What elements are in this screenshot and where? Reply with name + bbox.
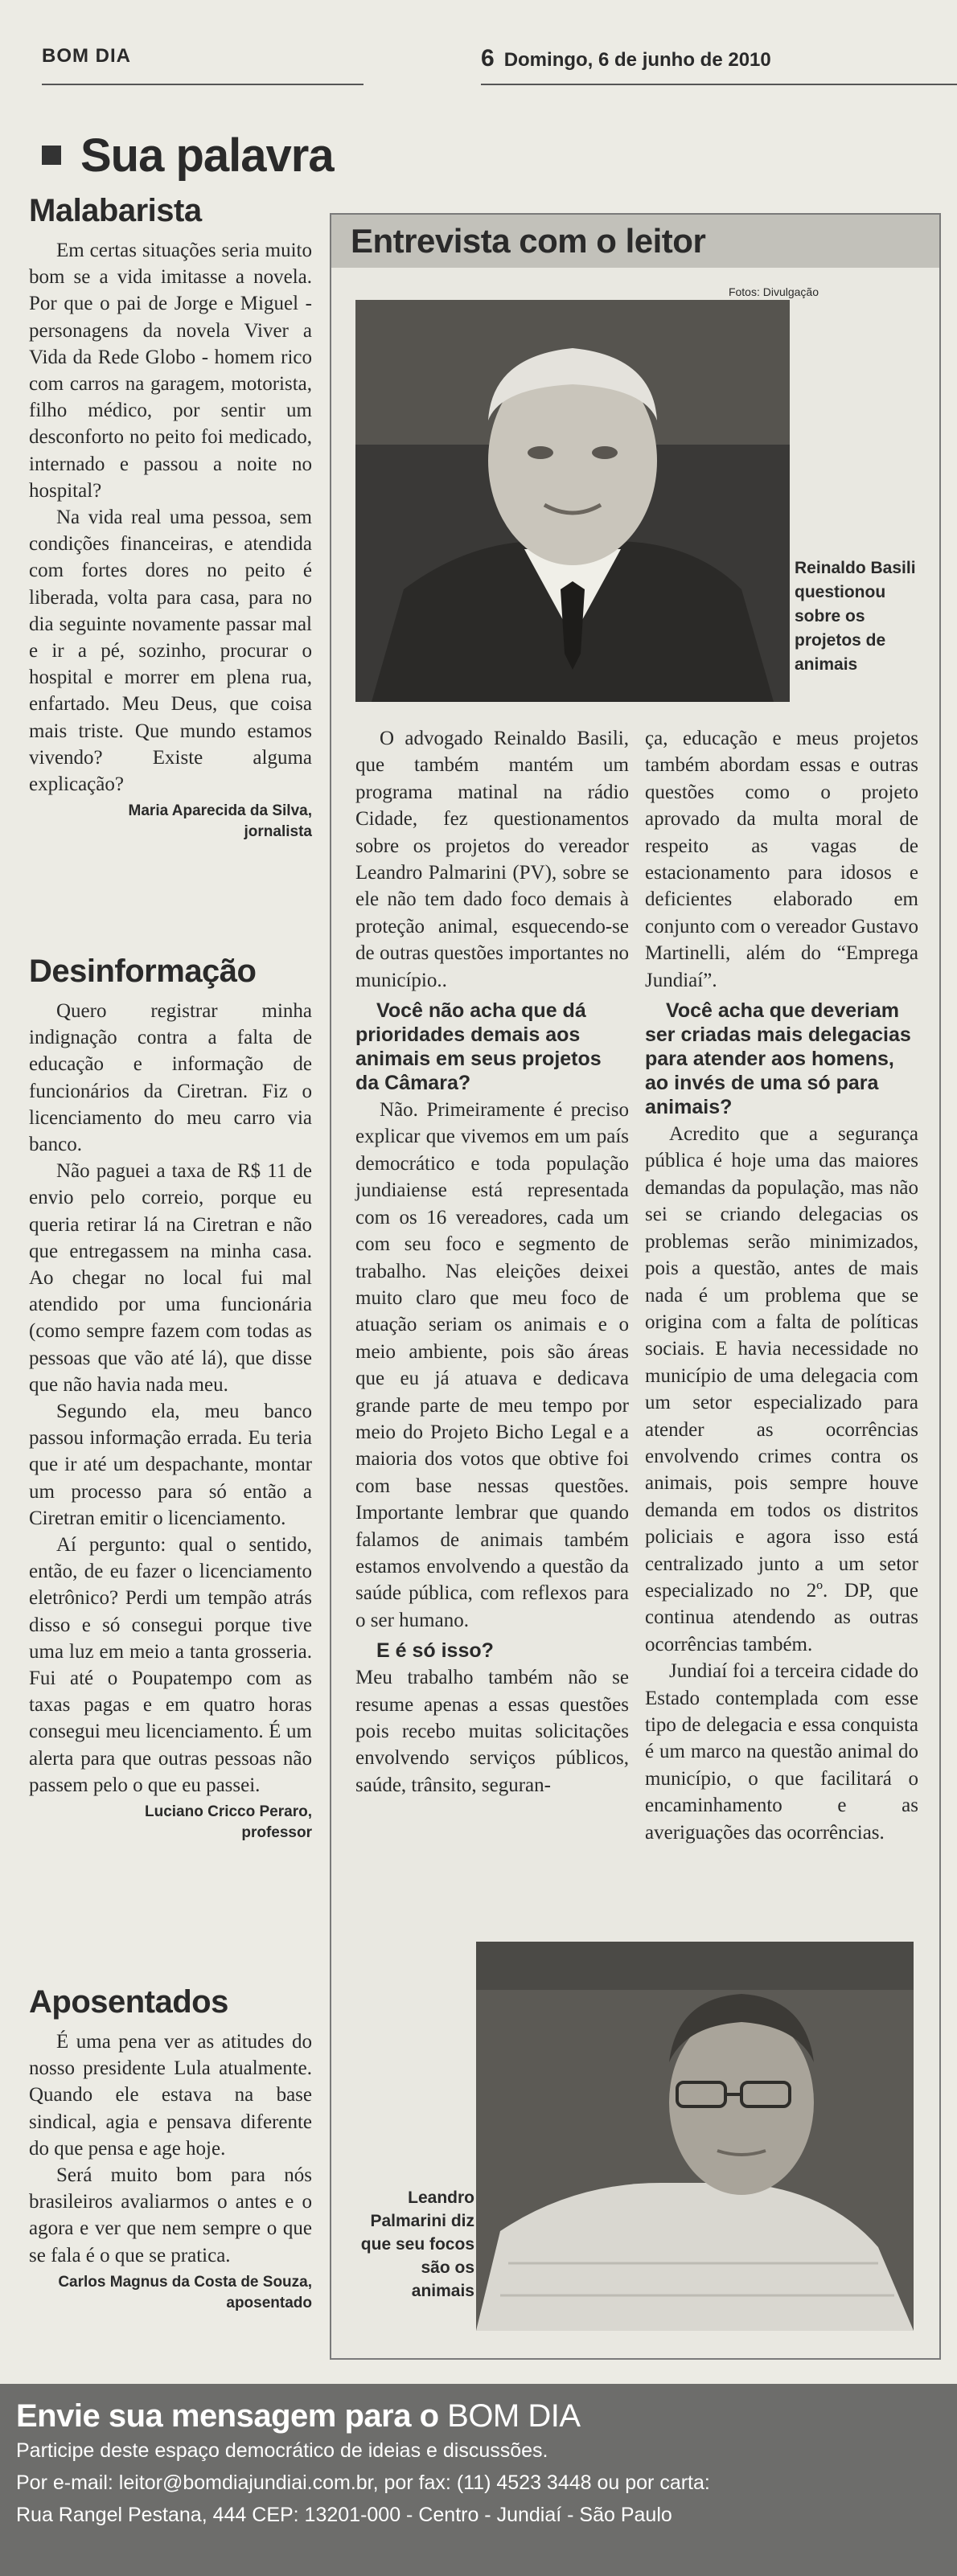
interview-column-2 bbox=[645, 725, 918, 1846]
interview-column-1 bbox=[355, 725, 629, 1799]
footer-title bbox=[16, 2398, 957, 2434]
signature-role: professor bbox=[241, 1824, 312, 1842]
footer-address: Rua Rangel Pestana, 444 CEP: 13201-000 - Centro - Jundiaí - São Paulo bbox=[16, 2504, 672, 2526]
interview-answer-1: Não. Primeiramente é preciso explicar que vivemos em um país democrático e toda população jundiaiense está representada com os 16 vereadores, cada um com seu foco e segmento de trabalho. Nas eleições deixei muito claro que meu foco de atuação seriam os animais e o meio ambiente, pois são áreas que eu já atuava e dedicava grande parte de meu tempo por meio do Projeto Bicho Legal e a maioria dos votos que obtive foi com base nessas questões. Importante lembrar que quando falamos de animais também estamos envolvendo a questão da saúde pública, com reflexos para o ser humano. bbox=[355, 1099, 629, 1631]
signature-role: jornalista bbox=[244, 823, 312, 841]
letter-signature bbox=[29, 2272, 312, 2314]
interview-intro: O advogado Reinaldo Basili, que também mantém um programa matinal na rádio Cidade, fez questionamentos sobre os projetos do vereador Leandro Palmarini (PV), sobre se ele não tem dado foco demais à proteção animal, esquecendo-se de outras questões importantes no município.. bbox=[355, 728, 629, 991]
photo-credit: Fotos: Divulgação bbox=[728, 285, 819, 298]
letter-paragraph: É uma pena ver as atitudes do nosso presidente Lula atualmente. Quando ele estava na base sindical, agia e pensava diferente do que pensa e age hoje. bbox=[29, 2031, 312, 2160]
issue-date: Domingo, 6 de junho de 2010 bbox=[503, 49, 771, 71]
footer-tagline: Participe deste espaço democrático de ideias e discussões. bbox=[16, 2439, 548, 2462]
page-number: 6 bbox=[481, 45, 495, 72]
footer-banner bbox=[0, 2384, 957, 2576]
footer-brand: BOM DIA bbox=[447, 2398, 581, 2434]
section-title bbox=[42, 127, 334, 183]
footer-title-prefix: Envie sua mensagem para o bbox=[16, 2398, 439, 2434]
page-header-left bbox=[42, 45, 363, 85]
letter-paragraph: Aí pergunto: qual o sentido, então, de eu fazer o licenciamento eletrônico? Perdi um tempão atrás disso e só consegui porque tive uma luz em meio a tanta grosseria. Fui até o Poupatempo com as taxas pagas e em quatro horas consegui meu licenciamento. É um alerta para que outras pessoas não passem pelo o que eu passei. bbox=[29, 1534, 312, 1796]
section-bullet-icon bbox=[42, 146, 61, 165]
interview-header bbox=[331, 215, 939, 268]
interview-question-3: Você acha que deveriam ser criadas mais delegacias para atender aos homens, ao invés de uma só para animais? bbox=[645, 999, 911, 1119]
portrait-illustration-icon bbox=[476, 1942, 914, 2331]
signature-role: aposentado bbox=[226, 2294, 312, 2311]
letter-signature bbox=[29, 1802, 312, 1844]
letter-paragraph: Não paguei a taxa de R$ 11 de envio pelo correio, porque eu queria retirar lá na Ciretran e não que entregassem na minha casa. Ao chegar no local fui mal atendido por uma funcionária (como sempre fazem com todas as pessoas que vão até lá), que disse que não havia nada meu. bbox=[29, 1160, 312, 1396]
interview-answer-2-continued: ça, educação e meus projetos também abordam essas e outras questões como o projeto aprovado da multa moral de respeito as vagas de estacionamento para idosos e deficientes elaborado em conjunto com o vereador Gustavo Martinelli, além do “Emprega Jundiaí”. bbox=[645, 728, 918, 991]
interview-answer-3: Acredito que a segurança pública é hoje uma das maiores demandas da população, mas não sei se criando delegacias os problemas serão minimizados, pois a questão, antes de mais nada é um problema que se origina com a falta de políticas sociais. E havia necessidade no município de uma delegacia com um setor especializado para atender as ocorrências envolvendo crimes contra os animais, pois sempre houve demanda em todos os distritos policiais e agora isso está centralizado junto a um setor especializado no 2º. DP, que continua atendendo as outras ocorrências também. bbox=[645, 1123, 918, 1655]
letter-paragraph: Na vida real uma pessoa, sem condições financeiras, e atendida com fortes dores no peito é liberada, volta para casa, para no dia seguinte novamente passar mal e ir a pé, sozinho, procurar o hospital e morrer em plena rua, enfartado. Meu Deus, que coisa mais triste. Que mundo estamos vivendo? Existe alguma explicação? bbox=[29, 507, 312, 796]
signature-name: Luciano Cricco Peraro, bbox=[144, 1803, 312, 1821]
letter-aposentados bbox=[29, 1984, 312, 2314]
letter-malabarista bbox=[29, 193, 312, 843]
section-title-text: Sua palavra bbox=[80, 129, 334, 182]
newspaper-name: BOM DIA bbox=[42, 45, 131, 67]
portrait-illustration-icon bbox=[355, 300, 790, 702]
photo-caption-2: Leandro Palmarini diz que seu focos são os animais bbox=[360, 2188, 474, 2300]
interview-answer-2: Meu trabalho também não se resume apenas a essas questões pois recebo muitas solicitações envolvendo serviços públicos, saúde, trânsito, seguran- bbox=[355, 1667, 629, 1796]
letter-paragraph: Será muito bom para nós brasileiros avaliarmos o antes e o agora e ver que nem sempre o que se fala é o que se pratica. bbox=[29, 2164, 312, 2266]
letter-title: Aposentados bbox=[29, 1984, 228, 2020]
letter-desinformacao bbox=[29, 954, 312, 1844]
interview-answer-4: Jundiaí foi a terceira cidade do Estado contemplada com esse tipo de delegacia e essa conquista é um marco na questão animal do município, o que facilitará o encaminhamento e as averiguações das ocorrências. bbox=[645, 1660, 918, 1844]
letter-title: Malabarista bbox=[29, 193, 202, 228]
interview-title: Entrevista com o leitor bbox=[351, 222, 706, 260]
footer-contact: Por e-mail: leitor@bomdiajundiai.com.br, por fax: (11) 4523 3448 ou por carta: bbox=[16, 2471, 710, 2494]
signature-name: Carlos Magnus da Costa de Souza, bbox=[58, 2273, 312, 2291]
letter-signature bbox=[29, 801, 312, 843]
letter-paragraph: Segundo ela, meu banco passou informação errada. Eu teria que ir até um despachante, montar um processo para só então a Ciretran emitir o licenciamento. bbox=[29, 1401, 312, 1529]
interview-question-2: E é só isso? bbox=[376, 1639, 494, 1663]
interview-box bbox=[330, 213, 941, 2360]
photo-reinaldo-basili bbox=[355, 300, 790, 702]
letter-paragraph: Em certas situações seria muito bom se a vida imitasse a novela. Por que o pai de Jorge e Miguel - personagens da novela Viver a Vida da Rede Globo - homem rico com carros na garagem, motorista, filho médico, por sentir um desconforto no peito foi medicado, internado e passou a noite no hospital? bbox=[29, 240, 312, 502]
signature-name: Maria Aparecida da Silva, bbox=[128, 802, 312, 820]
interview-question-1: Você não acha que dá prioridades demais aos animais em seus projetos da Câmara? bbox=[355, 999, 602, 1095]
photo-caption-1: Reinaldo Basili questionou sobre os projetos de animais bbox=[795, 559, 916, 674]
letter-paragraph: Quero registrar minha indignação contra a falta de educação e informação de funcionários da Ciretran. Fiz o licenciamento do meu carro via banco. bbox=[29, 1000, 312, 1156]
letter-title: Desinformação bbox=[29, 954, 257, 989]
photo-leandro-palmarini bbox=[476, 1942, 914, 2331]
page-header-right bbox=[481, 45, 957, 85]
